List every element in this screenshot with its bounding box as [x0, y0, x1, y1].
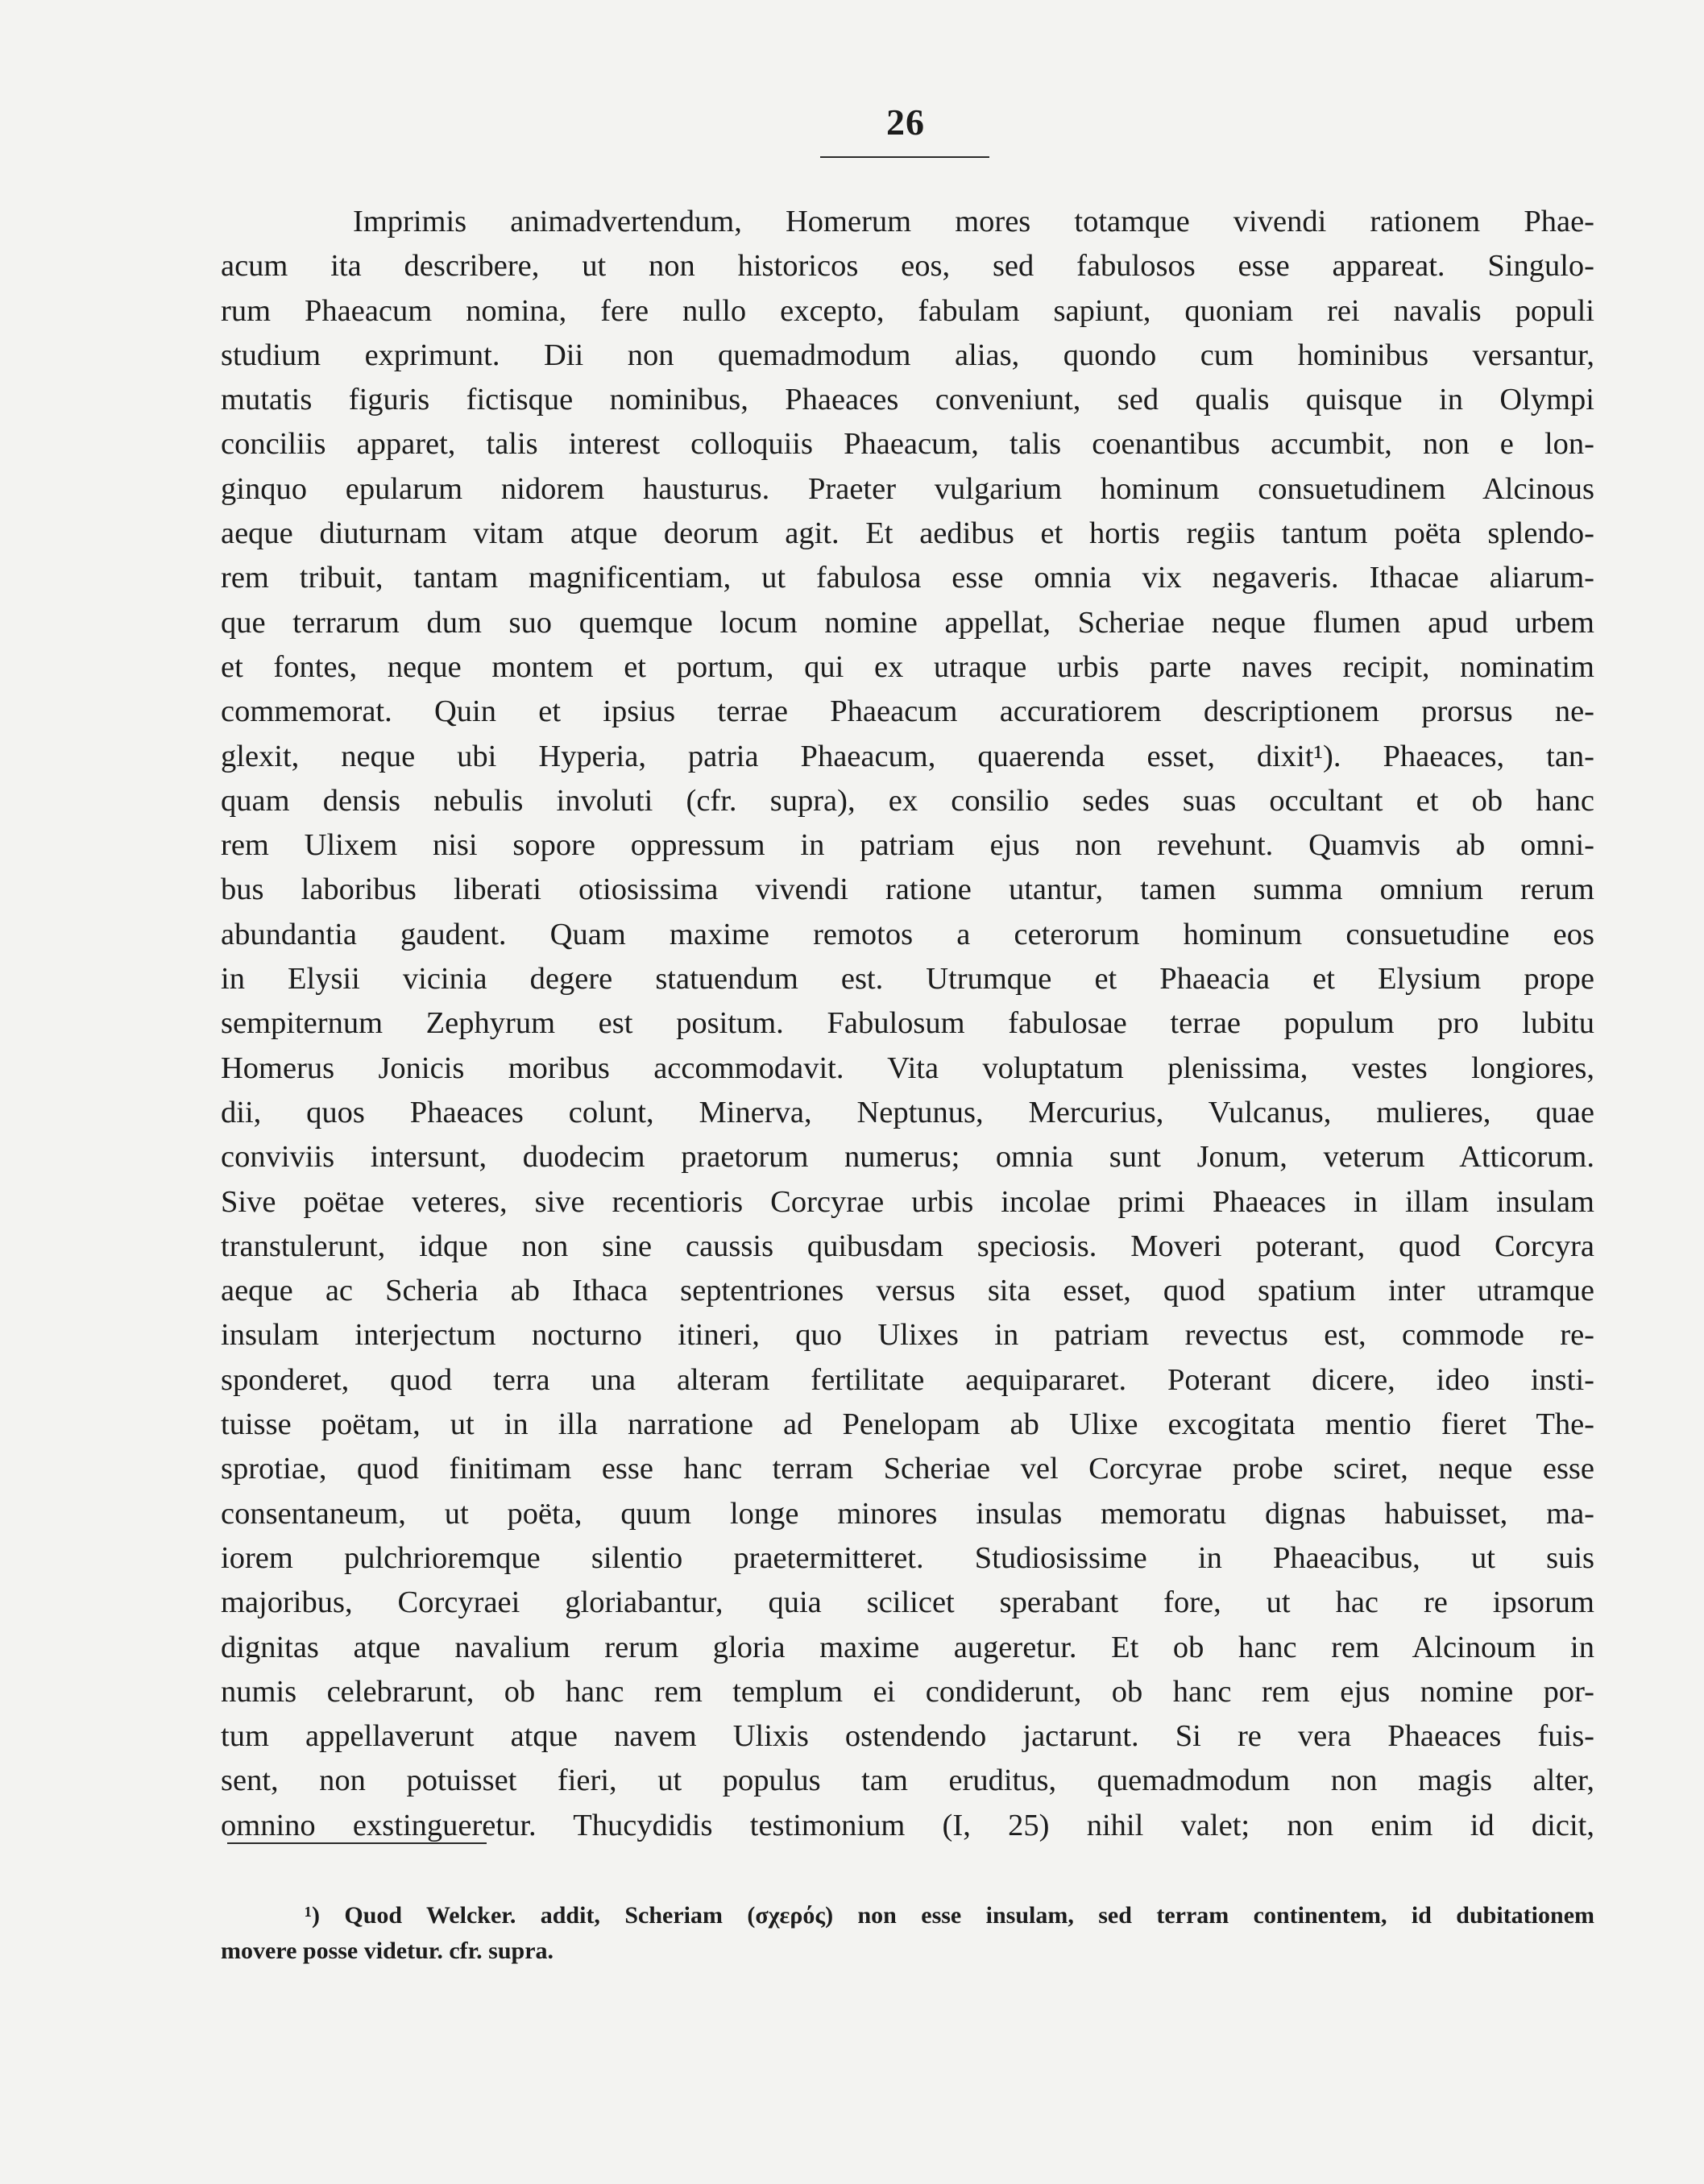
- text-line: dignitas atque navalium rerum gloria maxime augeretur. Et ob hanc rem Alcinoum in: [221, 1630, 1594, 1664]
- text-line: abundantia gaudent. Quam maxime remotos a ceterorum hominum consuetudine eos: [221, 917, 1594, 951]
- text-line: aeque diuturnam vitam atque deorum agit. Et aedibus et hortis regiis tantum poëta splendo-: [221, 516, 1594, 551]
- page-number-rule: [820, 156, 989, 158]
- footnote-rule: [227, 1842, 487, 1844]
- text-line: et fontes, neque montem et portum, qui ex utraque urbis parte naves recipit, nominatim: [221, 649, 1594, 684]
- text-line: sprotiae, quod finitimam esse hanc terram Scheriae vel Corcyrae probe sciret, neque esse: [221, 1452, 1594, 1486]
- text-line: bus laboribus liberati otiosissima vivendi ratione utantur, tamen summa omnium rerum: [221, 872, 1594, 907]
- text-line: numis celebrarunt, ob hanc rem templum ei condiderunt, ob hanc rem ejus nomine por-: [221, 1674, 1594, 1709]
- text-line: iorem pulchrioremque silentio praetermitteret. Studiosissime in Phaeacibus, ut suis: [221, 1540, 1594, 1575]
- text-line: omnino exstingueretur. Thucydidis testimonium (I, 25) nihil valet; non enim id dicit,: [221, 1808, 1594, 1842]
- text-line: majoribus, Corcyraei gloriabantur, quia scilicet sperabant fore, ut hac re ipsorum: [221, 1585, 1594, 1620]
- footnote-line: movere posse videtur. cfr. supra.: [221, 1937, 554, 1964]
- text-line: mutatis figuris fictisque nominibus, Phaeaces conveniunt, sed qualis quisque in Olympi: [221, 383, 1594, 417]
- text-line: quam densis nebulis involuti (cfr. supra), ex consilio sedes suas occultant et ob hanc: [221, 783, 1594, 818]
- text-line: tum appellaverunt atque navem Ulixis ostendendo jactarunt. Si re vera Phaeaces fuis-: [221, 1719, 1594, 1754]
- text-line: sponderet, quod terra una alteram fertilitate aequipararet. Poterant dicere, ideo insti-: [221, 1362, 1594, 1397]
- text-line: in Elysii vicinia degere statuendum est. Utrumque et Phaeacia et Elysium prope: [221, 962, 1594, 997]
- text-line: Sive poëtae veteres, sive recentioris Corcyrae urbis incolae primi Phaeaces in illam insulam: [221, 1184, 1594, 1219]
- text-line: sent, non potuisset fieri, ut populus tam eruditus, quemadmodum non magis alter,: [221, 1763, 1594, 1798]
- text-line: Homerus Jonicis moribus accommodavit. Vita voluptatum plenissima, vestes longiores,: [221, 1051, 1594, 1085]
- text-line: ginquo epularum nidorem hausturus. Praeter vulgarium hominum consuetudinem Alcinous: [221, 471, 1594, 506]
- text-line: commemorat. Quin et ipsius terrae Phaeacum accuratiorem descriptionem prorsus ne-: [221, 694, 1594, 729]
- text-line: acum ita describere, ut non historicos eos, sed fabulosos esse appareat. Singulo-: [221, 249, 1594, 284]
- text-line: transtulerunt, idque non sine caussis quibusdam speciosis. Moveri poterant, quod Corcyra: [221, 1229, 1594, 1263]
- text-line: glexit, neque ubi Hyperia, patria Phaeacum, quaerenda esset, dixit¹). Phaeaces, tan-: [221, 739, 1594, 773]
- text-line: rum Phaeacum nomina, fere nullo excepto, fabulam sapiunt, quoniam rei navalis populi: [221, 293, 1594, 328]
- text-line: aeque ac Scheria ab Ithaca septentriones versus sita esset, quod spatium inter utramque: [221, 1274, 1594, 1308]
- text-line: conciliis apparet, talis interest colloquiis Phaeacum, talis coenantibus accumbit, non e lon-: [221, 427, 1594, 462]
- text-line: rem Ulixem nisi sopore oppressum in patriam ejus non revehunt. Quamvis ab omni-: [221, 828, 1594, 863]
- text-line: sempiternum Zephyrum est positum. Fabulosum fabulosae terrae populum pro lubitu: [221, 1006, 1594, 1041]
- text-line: que terrarum dum suo quemque locum nomine appellat, Scheriae neque flumen apud urbem: [221, 605, 1594, 640]
- text-line: Imprimis animadvertendum, Homerum mores totamque vivendi rationem Phae-: [353, 205, 1594, 238]
- text-line: dii, quos Phaeaces colunt, Minerva, Neptunus, Mercurius, Vulcanus, mulieres, quae: [221, 1095, 1594, 1129]
- footnotes: [221, 1898, 1594, 1969]
- body-text: [221, 200, 1594, 1848]
- page-number: 26: [886, 102, 925, 143]
- footnote-line: ¹) Quod Welcker. addit, Scheriam (σχερός) non esse insulam, sed terram continentem, id dubitationem: [305, 1902, 1594, 1929]
- text-line: tuisse poëtam, ut in illa narratione ad Penelopam ab Ulixe excogitata mentio fieret The-: [221, 1407, 1594, 1442]
- text-line: insulam interjectum nocturno itineri, quo Ulixes in patriam revectus est, commode re-: [221, 1318, 1594, 1353]
- text-line: consentaneum, ut poëta, quum longe minores insulas memoratu dignas habuisset, ma-: [221, 1496, 1594, 1531]
- text-line: studium exprimunt. Dii non quemadmodum alias, quondo cum hominibus versantur,: [221, 338, 1594, 372]
- text-line: conviviis intersunt, duodecim praetorum numerus; omnia sunt Jonum, veterum Atticorum.: [221, 1140, 1594, 1175]
- text-line: rem tribuit, tantam magnificentiam, ut fabulosa esse omnia vix negaveris. Ithacae aliarum-: [221, 561, 1594, 595]
